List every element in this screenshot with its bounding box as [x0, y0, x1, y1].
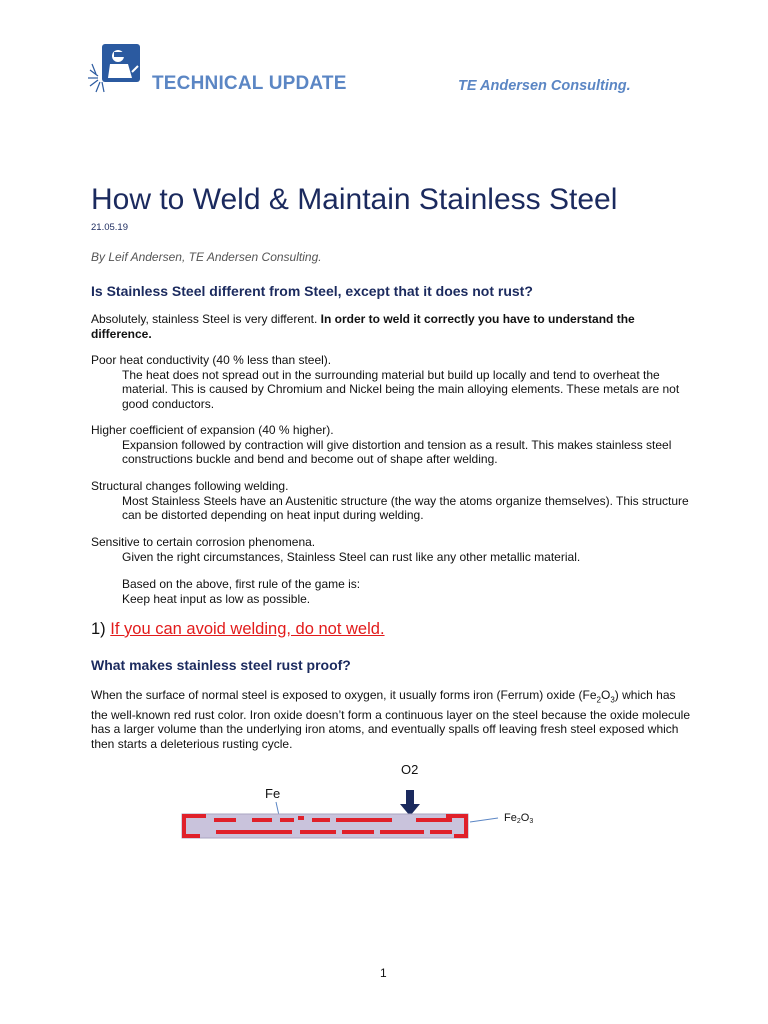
point-body: The heat does not spread out in the surrounding material but build up locally and tend to overheat the material. This is caused by Chromium and Nickel being the main alloying elements. These metals are not good conductors.	[122, 367, 680, 411]
first-rule	[91, 620, 385, 639]
point-title: Sensitive to certain corrosion phenomena.	[91, 535, 316, 549]
point-body: Expansion followed by contraction will give distortion and tension as a result. This makes stainless steel constructions buckle and bend and become out of shape after welding.	[122, 437, 672, 466]
intro-bold: In order to weld it correctly you have to understand the difference.	[91, 312, 635, 341]
rule-intro	[91, 577, 691, 606]
point-body: Given the right circumstances, Stainless Steel can rust like any other metallic material.	[122, 549, 581, 564]
intro-paragraph	[91, 312, 691, 341]
rule-number: 1)	[91, 620, 106, 638]
point-heat-conductivity	[91, 353, 691, 411]
rust-sub-1: 2	[596, 695, 601, 705]
o2-label: O2	[401, 762, 419, 777]
fe-label: Fe	[265, 786, 281, 801]
heading-stainless-different: Is Stainless Steel different from Steel, except that it does not rust?	[91, 283, 533, 299]
point-body: Most Stainless Steels have an Austenitic structure (the way the atoms organize themselves). This structure can be distorted depending on heat input during welding.	[122, 493, 689, 522]
rust-text-c: ) which has the well-known red rust color. Iron oxide doesn’t form a continuous layer on the steel because the oxide molecule has a larger volume than the underlying iron atoms, and eventually spalls off leaving fresh steel exposed which then starts a deleterious rusting cycle.	[91, 688, 691, 751]
fe2o3-pointer	[470, 818, 498, 822]
document-title: How to Weld & Maintain Stainless Steel	[91, 183, 618, 216]
header-title: TECHNICAL UPDATE	[152, 73, 347, 94]
point-expansion	[91, 423, 691, 467]
point-structural-changes	[91, 479, 691, 523]
rule-intro-line1: Based on the above, first rule of the game is:	[122, 577, 361, 591]
rust-sub-2: 3	[610, 695, 615, 705]
point-title: Structural changes following welding.	[91, 479, 289, 493]
rule-text: If you can avoid welding, do not weld.	[110, 620, 385, 638]
point-title: Higher coefficient of expansion (40 % higher).	[91, 423, 334, 437]
rust-text-a: When the surface of normal steel is exposed to oxygen, it usually forms iron (Ferrum) oxide (Fe	[91, 688, 597, 702]
rule-intro-line2: Keep heat input as low as possible.	[122, 591, 311, 606]
fe2o3-label: Fe2O3	[504, 812, 534, 825]
header-company: TE Andersen Consulting.	[458, 78, 631, 94]
point-corrosion	[91, 535, 691, 564]
oxygen-arrow	[400, 790, 420, 816]
rust-paragraph	[91, 688, 691, 751]
document-date: 21.05.19	[91, 222, 128, 233]
byline: By Leif Andersen, TE Andersen Consulting.	[91, 250, 322, 264]
point-title: Poor heat conductivity (40 % less than steel).	[91, 353, 332, 367]
heading-rust-proof: What makes stainless steel rust proof?	[91, 657, 351, 673]
rust-text-b: O	[601, 688, 611, 702]
welder-logo-icon	[88, 42, 144, 94]
page-number: 1	[380, 966, 387, 980]
steel-layer	[182, 814, 468, 838]
intro-plain: Absolutely, stainless Steel is very different.	[91, 312, 321, 326]
iron-oxide-diagram	[170, 760, 550, 850]
